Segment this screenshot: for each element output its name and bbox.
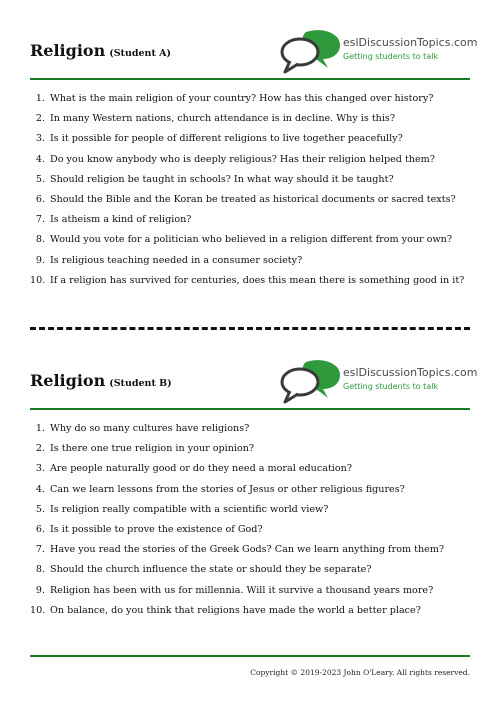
question-text: Do you know anybody who is deeply religious? Has their religion helped them? <box>50 153 435 165</box>
question-text: Is atheism a kind of religion? <box>50 214 192 226</box>
title-text: Religion <box>30 371 106 390</box>
question-list-a <box>30 92 470 294</box>
question-text: Would you vote for a politician who believed in a religion different from your own? <box>50 234 452 246</box>
item-number: 6. <box>35 193 45 205</box>
item-number: 3. <box>35 463 45 475</box>
question-text: Is it possible for people of different religions to live together peacefully? <box>50 133 403 145</box>
list-item <box>30 233 470 253</box>
list-item <box>30 563 470 583</box>
list-item <box>30 254 470 274</box>
item-number: 2. <box>35 113 45 125</box>
list-item <box>30 523 470 543</box>
question-text: Is it possible to prove the existence of God? <box>50 523 263 535</box>
list-item <box>30 173 470 193</box>
list-item <box>30 274 470 294</box>
question-text: If a religion has survived for centuries, does this mean there is something good in it? <box>50 274 465 286</box>
brand-tagline: Getting students to talk <box>343 382 439 391</box>
item-number: 7. <box>35 214 45 226</box>
item-number: 3. <box>35 133 45 145</box>
item-number: 5. <box>35 503 45 515</box>
list-item <box>30 584 470 604</box>
item-number: 8. <box>35 234 45 246</box>
list-item <box>30 92 470 112</box>
header-rule <box>30 78 470 80</box>
item-number: 9. <box>35 254 45 266</box>
list-item <box>30 503 470 523</box>
question-text: In many Western nations, church attendance is in decline. Why is this? <box>50 113 395 125</box>
list-item <box>30 193 470 213</box>
list-item <box>30 213 470 233</box>
student-label: (Student A) <box>109 48 172 59</box>
question-text: Can we learn lessons from the stories of Jesus or other religious figures? <box>50 483 405 495</box>
item-number: 1. <box>35 423 45 434</box>
speech-bubbles-icon <box>280 28 342 76</box>
item-number: 4. <box>35 153 45 165</box>
brand-name: eslDiscussionTopics.com <box>343 366 478 379</box>
list-item <box>30 442 470 462</box>
question-text: On balance, do you think that religions have made the world a better place? <box>50 604 421 616</box>
item-number: 10. <box>30 274 46 286</box>
question-text: Have you read the stories of the Greek Gods? Can we learn anything from them? <box>50 544 445 556</box>
section-header <box>30 330 478 408</box>
item-number: 8. <box>35 564 45 576</box>
list-item <box>30 153 470 173</box>
page-title <box>30 41 171 60</box>
item-number: 6. <box>35 523 45 535</box>
item-number: 1. <box>35 93 45 104</box>
item-number: 9. <box>35 584 45 596</box>
section-student-b <box>30 330 478 616</box>
page-title <box>30 371 172 390</box>
section-header <box>30 0 478 78</box>
question-text: Is there one true religion in your opinion? <box>50 443 255 455</box>
item-number: 10. <box>30 604 46 616</box>
item-number: 5. <box>35 173 45 185</box>
question-text: Should the Bible and the Koran be treated as historical documents or sacred texts? <box>50 193 456 205</box>
list-item <box>30 462 470 482</box>
copyright-notice: Copyright © 2019-2023 John O'Leary. All rights reserved. <box>250 668 470 677</box>
question-text: Are people naturally good or do they need a moral education? <box>50 463 352 475</box>
brand-logo <box>280 28 480 76</box>
list-item <box>30 112 470 132</box>
question-text: Religion has been with us for millennia. Will it survive a thousand years more? <box>50 584 434 596</box>
item-number: 7. <box>35 544 45 556</box>
brand-name: eslDiscussionTopics.com <box>343 36 478 49</box>
title-text: Religion <box>30 41 106 60</box>
speech-bubbles-icon <box>280 358 342 406</box>
question-text: Is religious teaching needed in a consumer society? <box>50 254 303 266</box>
list-item <box>30 483 470 503</box>
question-list-b <box>30 422 470 624</box>
item-number: 2. <box>35 443 45 455</box>
question-text: Is religion really compatible with a scientific world view? <box>50 503 329 515</box>
brand-tagline: Getting students to talk <box>343 52 439 61</box>
section-student-a <box>30 0 478 286</box>
header-rule <box>30 408 470 410</box>
list-item <box>30 543 470 563</box>
student-label: (Student B) <box>109 378 172 389</box>
list-item <box>30 132 470 152</box>
question-text: Why do so many cultures have religions? <box>50 423 250 434</box>
brand-logo <box>280 358 480 406</box>
question-text: Should religion be taught in schools? In what way should it be taught? <box>50 173 394 185</box>
list-item <box>30 604 470 624</box>
item-number: 4. <box>35 483 45 495</box>
question-text: Should the church influence the state or should they be separate? <box>50 564 372 576</box>
question-text: What is the main religion of your country? How has this changed over history? <box>50 93 434 104</box>
footer-rule <box>30 655 470 657</box>
list-item <box>30 422 470 442</box>
